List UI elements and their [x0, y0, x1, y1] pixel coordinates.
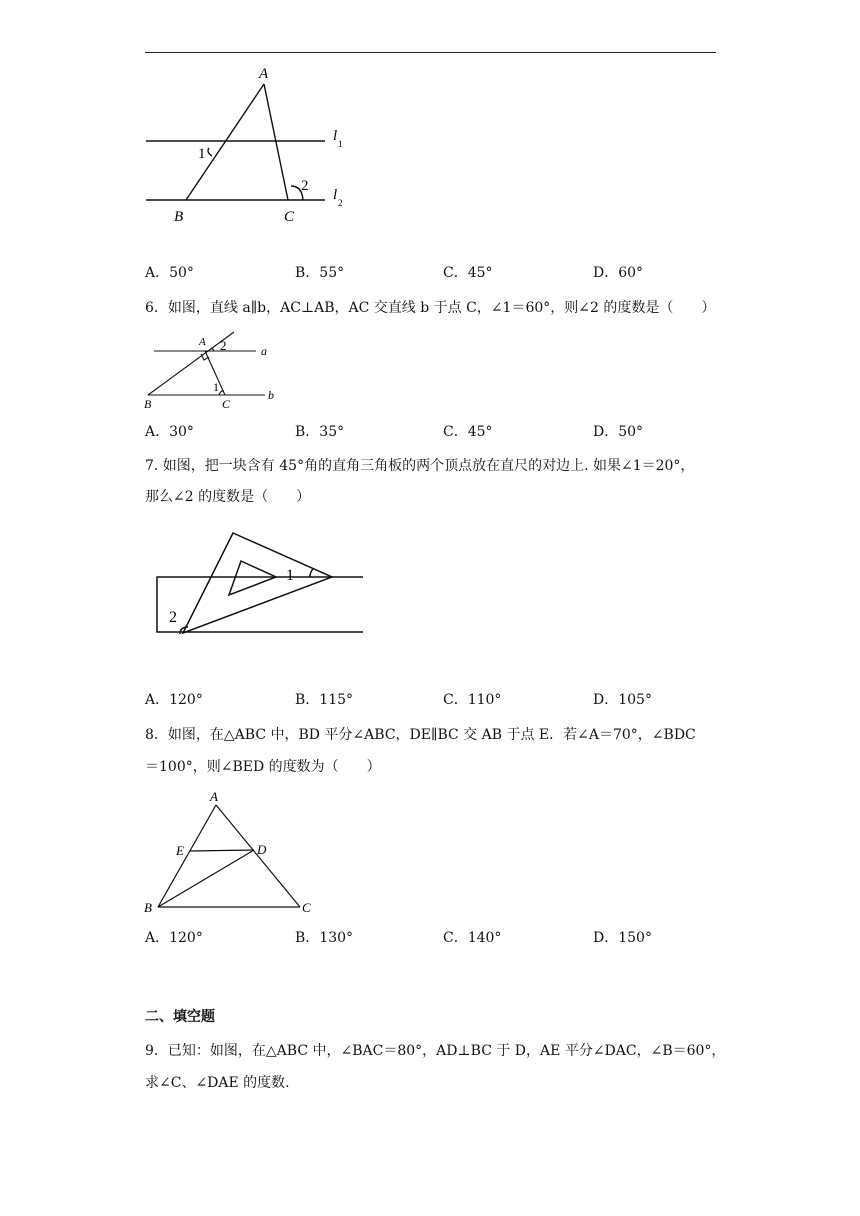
q8-choice-b[interactable]: B．130°: [295, 930, 354, 946]
q6-choice-c[interactable]: C．45°: [443, 424, 493, 440]
label-l2-sub: 2: [338, 198, 343, 208]
q6-choice-d[interactable]: D．50°: [593, 424, 644, 440]
label-a: A: [259, 66, 269, 82]
label-b-point: B: [144, 397, 152, 411]
q7-choices: [145, 690, 745, 710]
label-line-a: a: [261, 344, 267, 358]
q8-stem-line1: 8．如图，在△ABC 中，BD 平分∠ABC，DE∥BC 交 AB 于点 E．若∠A＝70°，∠BDC: [145, 727, 696, 743]
q5-choice-b[interactable]: B．55°: [295, 265, 345, 281]
label-angle2: 2: [301, 178, 309, 194]
q8-choice-d[interactable]: D．150°: [593, 930, 652, 946]
q7-choice-b[interactable]: B．115°: [295, 692, 354, 708]
label-a-point: A: [199, 336, 206, 348]
label-c: C: [302, 900, 311, 915]
angle1-arc: [208, 148, 212, 156]
q6-stem: 6．如图，直线 a∥b，AC⊥AB，AC 交直线 b 于点 C，∠1＝60°，则∠2 的度数是（ ）: [145, 300, 716, 316]
q7-choice-d[interactable]: D．105°: [593, 692, 652, 708]
figure-q6: [0, 320, 860, 415]
label-l2: l: [333, 187, 338, 203]
q5-choice-a[interactable]: A．50°: [145, 265, 194, 281]
label-c: C: [284, 209, 295, 225]
q7-choice-a[interactable]: A．120°: [145, 692, 203, 708]
q8-choice-a[interactable]: A．120°: [145, 930, 203, 946]
triangle-inner: [229, 561, 276, 595]
label-angle2: 2: [169, 609, 177, 626]
angle1-arc: [310, 569, 313, 577]
label-a: A: [210, 789, 218, 804]
label-b: B: [174, 209, 184, 225]
q9-stem-line1: 9．已知：如图，在△ABC 中，∠BAC＝80°，AD⊥BC 于 D，AE 平分∠DAC，∠B＝60°，: [145, 1043, 726, 1059]
label-e: E: [176, 843, 184, 858]
q8-choice-c[interactable]: C．140°: [443, 930, 502, 946]
q8-stem-line2: ＝100°，则∠BED 的度数为（ ）: [145, 759, 381, 775]
segment-ab: [158, 805, 216, 907]
label-angle1: 1: [198, 146, 206, 162]
label-d: D: [257, 842, 267, 857]
segment-bd: [158, 850, 254, 907]
q7-stem-line1: 7. 如图，把一块含有 45°角的直角三角板的两个顶点放在直尺的对边上. 如果∠1＝20°，: [145, 458, 695, 474]
label-l1-sub: 1: [338, 139, 343, 149]
label-angle1: 1: [286, 567, 294, 584]
q7-choice-c[interactable]: C．110°: [443, 692, 502, 708]
q5-choice-d[interactable]: D．60°: [593, 265, 644, 281]
label-angle1: 1: [213, 380, 219, 394]
figure-q8: [0, 785, 860, 920]
label-c-point: C: [222, 397, 231, 411]
segment-ab: [186, 84, 264, 200]
q8-choices: [145, 928, 745, 948]
q5-choice-c[interactable]: C．45°: [443, 265, 493, 281]
q7-stem-line2: 那么∠2 的度数是（ ）: [145, 489, 311, 505]
segment-ac: [264, 84, 288, 200]
figure-q7: [0, 525, 860, 645]
label-l1: l: [333, 128, 338, 144]
figure-q5: [0, 0, 860, 240]
q5-choices: [145, 263, 745, 283]
q6-choice-b[interactable]: B．35°: [295, 424, 345, 440]
triangle-outer: [183, 533, 332, 633]
q6-choice-a[interactable]: A．30°: [145, 424, 194, 440]
segment-ed: [190, 850, 254, 851]
q9-stem-line2: 求∠C、∠DAE 的度数.: [145, 1075, 290, 1091]
label-b: B: [144, 900, 152, 915]
section-title-fill-in: 二、填空题: [145, 1009, 215, 1025]
q6-choices: [145, 422, 745, 442]
label-angle2: 2: [220, 338, 227, 353]
label-line-b: b: [268, 388, 274, 402]
